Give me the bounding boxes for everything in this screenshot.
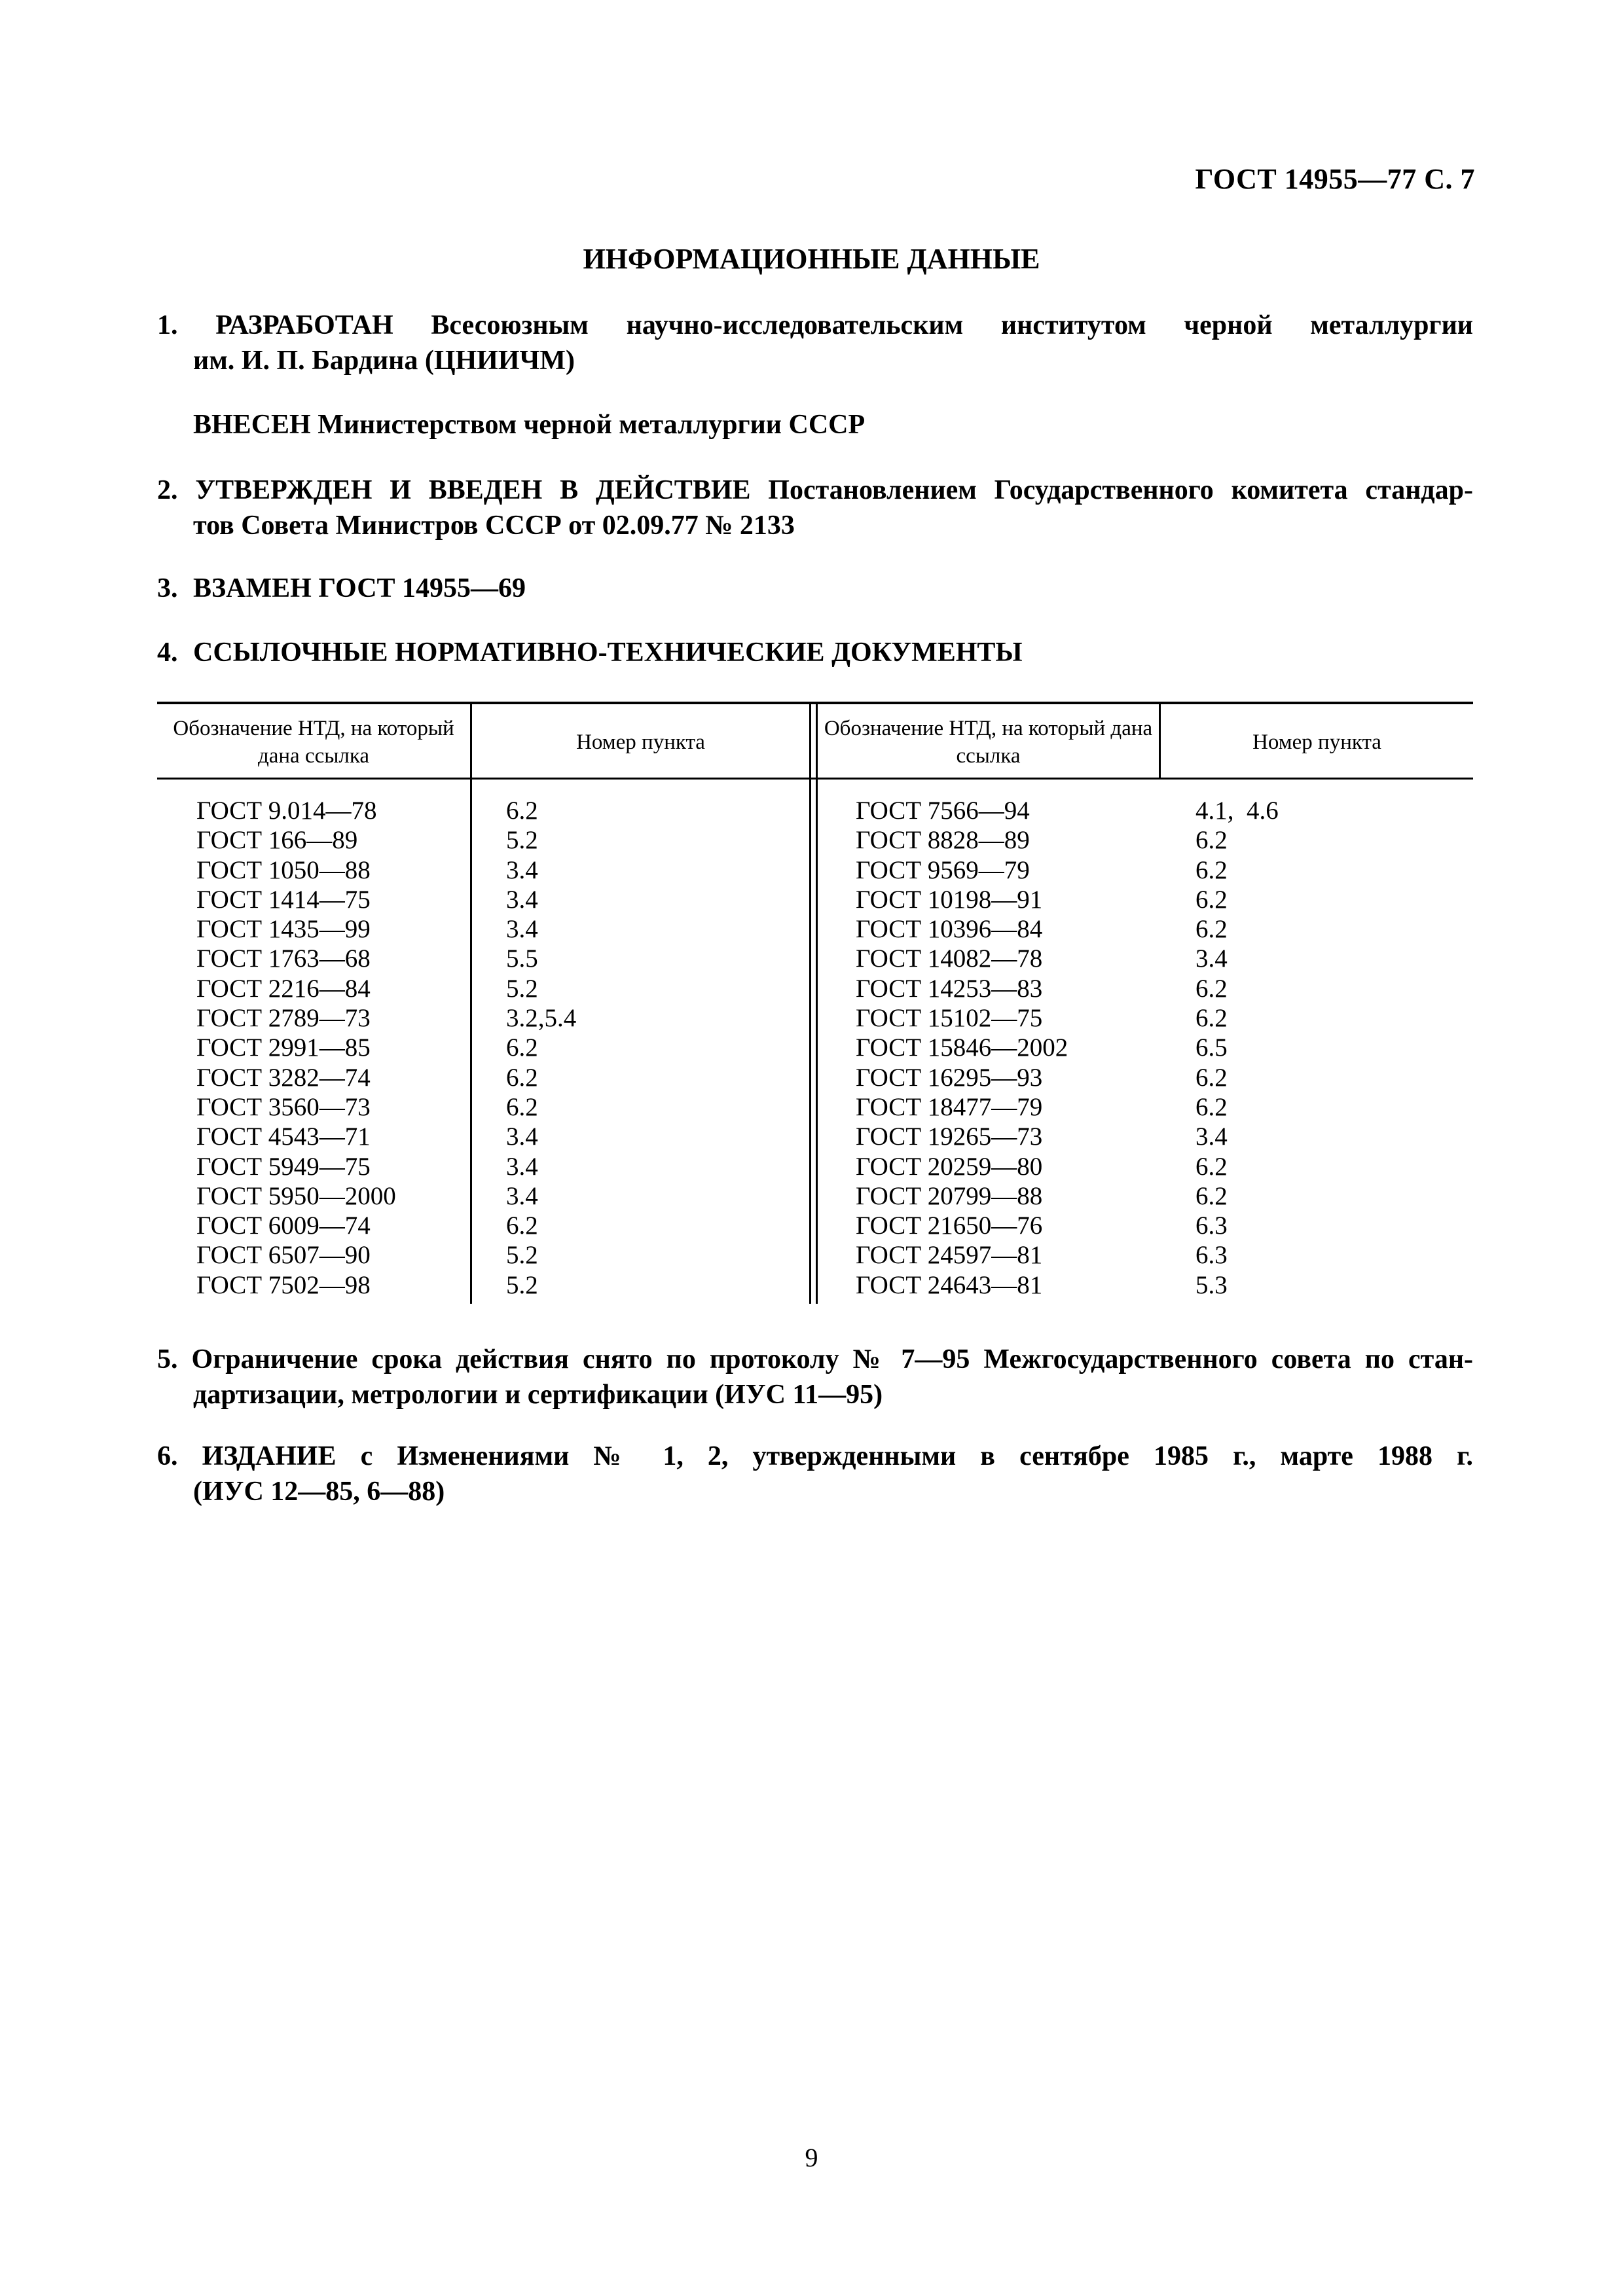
item-1-submitted: ВНЕСЕН Министерством черной металлургии СССР: [193, 410, 866, 440]
item-6: [157, 1439, 1473, 1509]
table-cell-clause: 6.2: [506, 797, 538, 825]
table-cell-clause: 6.2: [1195, 1092, 1228, 1121]
table-cell-clause: 3.4: [506, 1152, 538, 1181]
page-header: ГОСТ 14955—77 С. 7: [1195, 163, 1475, 195]
table-cell-designation: ГОСТ 8828—89: [856, 826, 1030, 855]
item-5-text-1: Ограничение срока действия снято по протоколу № 7—95 Межгосударственного совета по стан-: [191, 1344, 1474, 1374]
table-cell-clause: 6.2: [1195, 826, 1228, 855]
table-cell-designation: ГОСТ 16295—93: [856, 1063, 1043, 1092]
table-cell-clause: 3.4: [506, 1122, 538, 1151]
table-header-rule: [157, 778, 1473, 780]
table-cell-designation: ГОСТ 5949—75: [196, 1152, 371, 1181]
table-cell-designation: ГОСТ 15102—75: [856, 1004, 1043, 1033]
table-top-rule: [157, 702, 1473, 704]
table-cell-designation: ГОСТ 2991—85: [196, 1033, 371, 1062]
table-cell-clause: 5.5: [506, 944, 538, 973]
table-cell-designation: ГОСТ 7566—94: [856, 797, 1030, 825]
table-cell-clause: 6.3: [1195, 1241, 1228, 1270]
table-cell-designation: ГОСТ 4543—71: [196, 1122, 371, 1151]
table-cell-designation: ГОСТ 18477—79: [856, 1092, 1043, 1121]
table-cell-designation: ГОСТ 14253—83: [856, 974, 1043, 1003]
table-cell-designation: ГОСТ 1763—68: [196, 944, 371, 973]
table-cell-clause: 3.4: [506, 1181, 538, 1210]
table-cell-designation: ГОСТ 1414—75: [196, 885, 371, 914]
item-5-text-2: дартизации, метрологии и сертификации (ИУС 11—95): [193, 1380, 883, 1410]
table-cell-designation: ГОСТ 10396—84: [856, 915, 1043, 944]
table-cell-clause: 6.2: [1195, 1063, 1228, 1092]
item-6-text-1: ИЗДАНИЕ с Изменениями № 1, 2, утвержденными в сентябре 1985 г., марте 1988 г.: [202, 1441, 1473, 1471]
table-cell-designation: ГОСТ 2216—84: [196, 974, 371, 1003]
table-cell-designation: ГОСТ 9.014—78: [196, 797, 377, 825]
table-cell-clause: 5.2: [506, 1241, 538, 1270]
table-cell-clause: 5.2: [506, 1270, 538, 1299]
item-4: [157, 635, 1473, 670]
header-designation-right: Обозначение НТД, на который дана ссылка: [824, 717, 1153, 768]
table-cell-designation: ГОСТ 10198—91: [856, 885, 1043, 914]
table-cell-designation: ГОСТ 24597—81: [856, 1241, 1043, 1270]
header-clause-left: Номер пункта: [576, 730, 705, 754]
table-cell-designation: ГОСТ 7502—98: [196, 1270, 371, 1299]
item-2-text-2: тов Совета Министров СССР от 02.09.77 № 2133: [193, 511, 795, 541]
page-number: 9: [805, 2143, 818, 2172]
item-1-line-1: [157, 308, 1473, 343]
table-cell-designation: ГОСТ 20259—80: [856, 1152, 1043, 1181]
table-cell-designation: ГОСТ 9569—79: [856, 855, 1030, 884]
section-title: ИНФОРМАЦИОННЫЕ ДАННЫЕ: [583, 243, 1040, 275]
item-2: [157, 473, 1473, 543]
table-cell-clause: 3.4: [1195, 1122, 1228, 1151]
table-cell-clause: 6.2: [506, 1033, 538, 1062]
table-cell-clause: 6.2: [1195, 855, 1228, 884]
item-5: [157, 1342, 1473, 1412]
item-3-number: 3.: [157, 573, 178, 603]
table-cell-clause: 6.2: [506, 1092, 538, 1121]
item-1: [157, 308, 1473, 378]
table-cell-clause: 3.2,5.4: [506, 1004, 577, 1033]
table-cell-clause: 6.2: [1195, 885, 1228, 914]
table-cell-clause: 3.4: [506, 885, 538, 914]
table-cell-clause: 5.3: [1195, 1270, 1228, 1299]
table-cell-designation: ГОСТ 166—89: [196, 826, 358, 855]
item-1-number: 1.: [157, 310, 178, 340]
table-cell-clause: 5.2: [506, 974, 538, 1003]
table-cell-clause: 6.2: [1195, 1152, 1228, 1181]
item-6-text-2: (ИУС 12—85, 6—88): [193, 1477, 445, 1507]
table-cell-designation: ГОСТ 21650—76: [856, 1211, 1043, 1240]
table-cell-clause: 4.1, 4.6: [1195, 797, 1279, 825]
table-cell-clause: 6.2: [506, 1211, 538, 1240]
table-cell-clause: 6.2: [1195, 974, 1228, 1003]
table-cell-designation: ГОСТ 6507—90: [196, 1241, 371, 1270]
table-cell-designation: ГОСТ 1435—99: [196, 915, 371, 944]
item-2-line-1: [157, 473, 1473, 508]
right-clauses-column: [1195, 796, 1279, 1300]
item-1-text-2: им. И. П. Бардина (ЦНИИЧМ): [193, 346, 575, 376]
table-cell-designation: ГОСТ 1050—88: [196, 855, 371, 884]
right-designations-column: [856, 796, 1068, 1300]
item-6-number: 6.: [157, 1441, 178, 1471]
table-cell-clause: 3.4: [1195, 944, 1228, 973]
table-cell-clause: 5.2: [506, 826, 538, 855]
item-4-text: ССЫЛОЧНЫЕ НОРМАТИВНО-ТЕХНИЧЕСКИЕ ДОКУМЕНТЫ: [193, 637, 1023, 668]
reference-documents-table: [157, 702, 1473, 1304]
header-clause-right: Номер пункта: [1252, 730, 1381, 754]
item-4-number: 4.: [157, 637, 178, 668]
item-2-number: 2.: [157, 475, 178, 505]
table-cell-designation: ГОСТ 3560—73: [196, 1092, 371, 1121]
table-cell-clause: 6.2: [506, 1063, 538, 1092]
table-cell-designation: ГОСТ 14082—78: [856, 944, 1043, 973]
table-cell-designation: ГОСТ 5950—2000: [196, 1181, 396, 1210]
table-cell-designation: ГОСТ 3282—74: [196, 1063, 371, 1092]
table-cell-designation: ГОСТ 2789—73: [196, 1004, 371, 1033]
table-divider-left: [470, 702, 472, 1304]
table-cell-clause: 6.5: [1195, 1033, 1228, 1062]
item-5-number: 5.: [157, 1344, 178, 1374]
table-cell-clause: 6.2: [1195, 1004, 1228, 1033]
table-cell-designation: ГОСТ 20799—88: [856, 1181, 1043, 1210]
table-double-divider-a: [809, 702, 811, 1304]
table-cell-clause: 6.2: [1195, 1181, 1228, 1210]
header-designation-left: Обозначение НТД, на который дана ссылка: [173, 717, 454, 768]
left-clauses-column: [506, 796, 576, 1300]
table-cell-designation: ГОСТ 6009—74: [196, 1211, 371, 1240]
item-3: [157, 571, 1473, 606]
table-cell-designation: ГОСТ 24643—81: [856, 1270, 1043, 1299]
item-1-text-1: РАЗРАБОТАН Всесоюзным научно-исследовательским институтом черной металлургии: [215, 310, 1474, 340]
table-cell-clause: 6.2: [1195, 915, 1228, 944]
table-double-divider-b: [816, 702, 818, 1304]
left-designations-column: [196, 796, 396, 1300]
item-6-line-1: [157, 1439, 1473, 1474]
table-cell-clause: 3.4: [506, 915, 538, 944]
table-cell-clause: 3.4: [506, 855, 538, 884]
item-5-line-1: [157, 1342, 1473, 1377]
item-2-text-1: УТВЕРЖДЕН И ВВЕДЕН В ДЕЙСТВИЕ Постановлением Государственного комитета стандар-: [195, 475, 1474, 505]
item-3-text: ВЗАМЕН ГОСТ 14955—69: [193, 573, 526, 603]
table-cell-clause: 6.3: [1195, 1211, 1228, 1240]
table-cell-designation: ГОСТ 15846—2002: [856, 1033, 1068, 1062]
table-cell-designation: ГОСТ 19265—73: [856, 1122, 1043, 1151]
